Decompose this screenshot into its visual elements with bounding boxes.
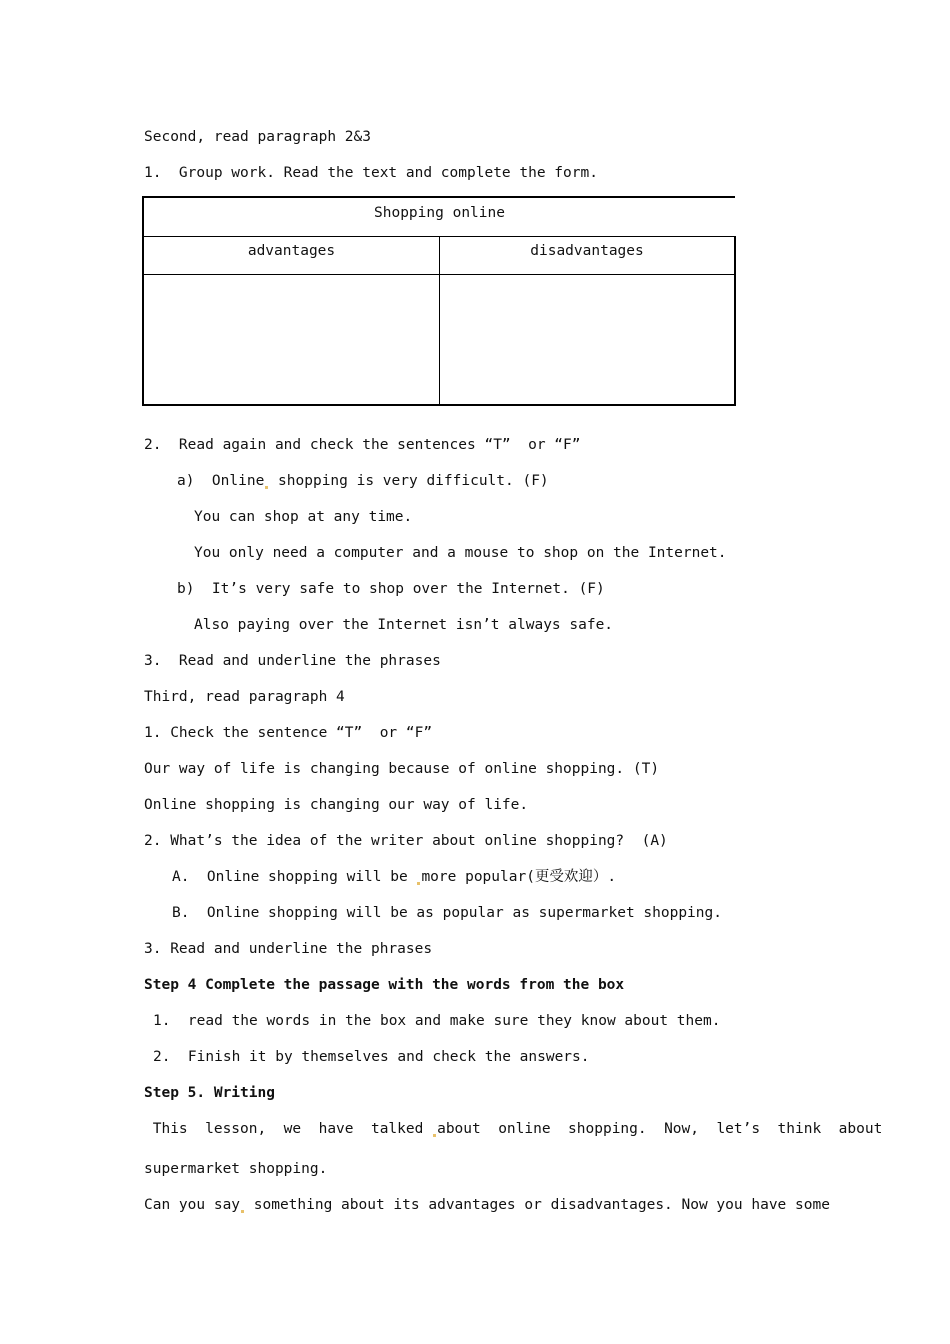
writing-line-1-end: about online shopping. Now, let’s think about <box>437 1121 883 1137</box>
column-header-disadvantages: disadvantages <box>440 237 736 275</box>
marker-dot <box>241 1210 244 1213</box>
option-a-end: more popular(更受欢迎）. <box>421 869 617 885</box>
section-heading-paragraph-2-3: Second, read paragraph 2&3 <box>144 129 371 145</box>
step-4-item-2: 2. Finish it by themselves and check the answers. <box>153 1049 590 1065</box>
writing-line-3-start: Can you say <box>144 1197 241 1213</box>
step-4-heading: Step 4 Complete the passage with the words from the box <box>144 977 625 993</box>
sentence-b: b) It’s very safe to shop over the Internet. (F) <box>177 581 605 597</box>
writing-paragraph-line-3 <box>144 1195 830 1215</box>
marker-dot <box>417 882 420 885</box>
instruction-underline-2: 3. Read and underline the phrases <box>144 941 433 957</box>
shopping-online-table <box>142 196 736 406</box>
marker-dot <box>265 486 268 489</box>
option-a <box>172 867 616 887</box>
writing-line-1-start: This lesson, we have talked <box>144 1121 433 1137</box>
instruction-read-again: 2. Read again and check the sentences “T” or “F” <box>144 437 581 453</box>
correction-line-1: You can shop at any time. <box>194 509 413 525</box>
instruction-underline-1: 3. Read and underline the phrases <box>144 653 441 669</box>
writing-paragraph-line-2: supermarket shopping. <box>144 1161 328 1177</box>
table-title: Shopping online <box>374 205 505 221</box>
column-header-advantages: advantages <box>143 237 440 275</box>
sentence-a <box>177 471 549 491</box>
section-heading-paragraph-4: Third, read paragraph 4 <box>144 689 345 705</box>
correction-line-3: Also paying over the Internet isn’t always safe. <box>194 617 614 633</box>
option-a-start: A. Online shopping will be <box>172 869 417 885</box>
sentence-a-end: shopping is very difficult. (F) <box>269 473 549 489</box>
correction-line-2: You only need a computer and a mouse to shop on the Internet. <box>194 545 727 561</box>
option-b: B. Online shopping will be as popular as supermarket shopping. <box>172 905 722 921</box>
instruction-group-work: 1. Group work. Read the text and complete the form. <box>144 165 598 181</box>
step-5-heading: Step 5. Writing <box>144 1085 275 1101</box>
disadvantages-answer-cell[interactable] <box>440 275 736 406</box>
advantages-answer-cell[interactable] <box>143 275 440 406</box>
writing-paragraph-line-1 <box>144 1119 882 1139</box>
instruction-check-sentence: 1. Check the sentence “T” or “F” <box>144 725 433 741</box>
statement-line: Our way of life is changing because of online shopping. (T) <box>144 761 660 777</box>
correction-line-4: Online shopping is changing our way of life. <box>144 797 529 813</box>
sentence-a-start: a) Online <box>177 473 265 489</box>
step-4-item-1: 1. read the words in the box and make sure they know about them. <box>153 1013 721 1029</box>
writing-line-3-end: something about its advantages or disadvantages. Now you have some <box>245 1197 830 1213</box>
question-writer-idea: 2. What’s the idea of the writer about online shopping? (A) <box>144 833 668 849</box>
marker-dot <box>433 1134 436 1137</box>
